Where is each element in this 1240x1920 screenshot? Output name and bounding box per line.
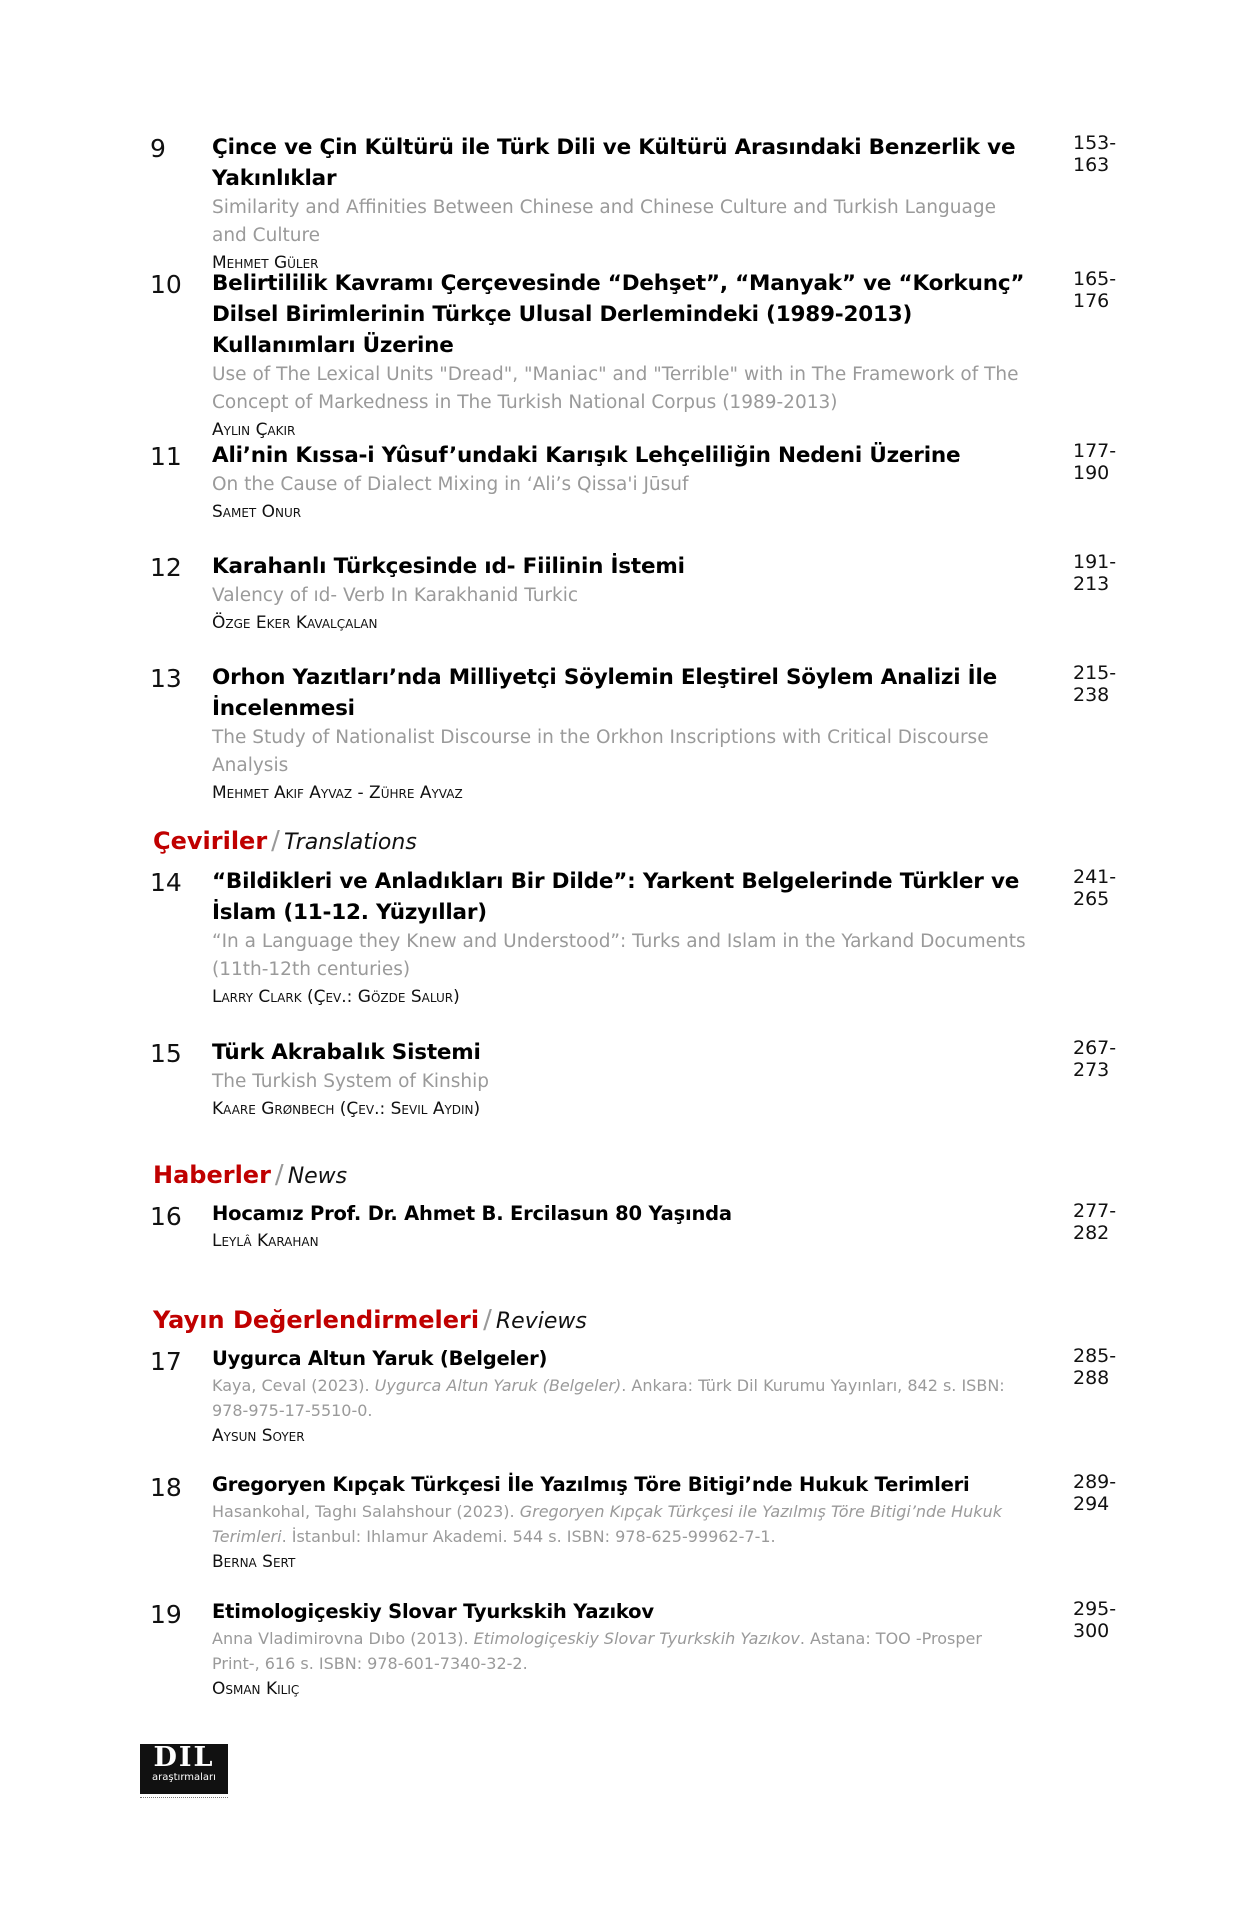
entry-number: 11 xyxy=(150,442,182,471)
entry-pages: 277-282 xyxy=(1073,1200,1117,1244)
citation-authors: Hasankohal, Taghı Salahshour (2023). xyxy=(212,1502,520,1521)
entry-subtitle: Use of The Lexical Units "Dread", "Maniac" and "Terrible" with in The Framework of The Concept of Markedness in The Turkish National Corpus (1989-2013) xyxy=(212,364,1019,413)
entry-pages: 267-273 xyxy=(1073,1037,1117,1081)
entry-pages: 215-238 xyxy=(1073,662,1117,706)
citation-title: Etimologiçeskiy Slovar Tyurkskih Yazıkov xyxy=(473,1629,800,1648)
entry-subtitle: “In a Language they Knew and Understood”: Turks and Islam in the Yarkand Documents (11th-12th centuries) xyxy=(212,931,1026,980)
entry-number: 17 xyxy=(150,1347,182,1376)
section-slash: / xyxy=(483,1305,492,1335)
entry-title[interactable]: Etimologiçeskiy Slovar Tyurkskih Yazıkov xyxy=(212,1600,654,1623)
entry-citation xyxy=(212,1626,1032,1676)
entry-author: Kaare Grønbech (Çev.: Sevil Aydın) xyxy=(212,1099,481,1119)
entry-number: 9 xyxy=(150,134,166,163)
entry-author: Osman Kılıç xyxy=(212,1679,300,1699)
entry-author: Larry Clark (Çev.: Gözde Salur) xyxy=(212,987,460,1007)
entry-number: 14 xyxy=(150,868,182,897)
entry-pages: 241-265 xyxy=(1073,866,1117,910)
entry-subtitle: The Study of Nationalist Discourse in the Orkhon Inscriptions with Critical Discourse Analysis xyxy=(212,727,989,776)
entry-author: Berna Sert xyxy=(212,1552,296,1572)
entry-subtitle: Similarity and Affinities Between Chinese and Chinese Culture and Turkish Language and Culture xyxy=(212,197,996,246)
entry-author: Samet Onur xyxy=(212,502,302,522)
entry-title[interactable]: Belirtililik Kavramı Çerçevesinde “Dehşet”, “Manyak” ve “Korkunç” Dilsel Birimlerinin Türkçe Ulusal Derlemindeki (1989-2013) Kullanımları Üzerine xyxy=(212,271,1025,358)
section-heading-translations xyxy=(153,826,417,856)
entry-number: 19 xyxy=(150,1600,182,1629)
entry-number: 13 xyxy=(150,664,182,693)
entry-title[interactable]: Karahanlı Türkçesinde ıd- Fiilinin İstemi xyxy=(212,554,685,579)
citation-publisher: . İstanbul: Ihlamur Akademi. 544 s. ISBN: 978-625-99962-7-1. xyxy=(281,1527,776,1546)
entry-title[interactable]: Türk Akrabalık Sistemi xyxy=(212,1040,481,1065)
entry-subtitle: The Turkish System of Kinship xyxy=(212,1071,490,1092)
entry-author: Aylin Çakır xyxy=(212,420,296,440)
section-title-tr: Çeviriler xyxy=(153,827,268,855)
citation-title: Uygurca Altun Yaruk (Belgeler) xyxy=(374,1376,622,1395)
citation-publisher: . Ankara: Türk Dil Kurumu Yayınları, 842 s. ISBN: 978-975-17-5510-0. xyxy=(212,1376,1005,1420)
entry-pages: 165-176 xyxy=(1073,268,1117,312)
entry-title[interactable]: “Bildikleri ve Anladıkları Bir Dilde”: Yarkent Belgelerinde Türkler ve İslam (11-12. Yüzyıllar) xyxy=(212,869,1020,925)
entry-title[interactable]: Hocamız Prof. Dr. Ahmet B. Ercilasun 80 Yaşında xyxy=(212,1202,732,1225)
entry-number: 15 xyxy=(150,1039,182,1068)
citation-publisher: . Astana: TOO -Prosper Print-, 616 s. ISBN: 978-601-7340-32-2. xyxy=(212,1629,982,1673)
entry-title[interactable]: Çince ve Çin Kültürü ile Türk Dili ve Kültürü Arasındaki Benzerlik ve Yakınlıklar xyxy=(212,135,1016,191)
entry-number: 18 xyxy=(150,1473,182,1502)
entry-citation xyxy=(212,1373,1032,1423)
citation-title: Gregoryen Kıpçak Türkçesi ile Yazılmış Töre Bitigi’nde Hukuk Terimleri xyxy=(212,1502,1002,1546)
section-slash: / xyxy=(274,1160,284,1190)
entry-author: Özge Eker Kavalçalan xyxy=(212,613,378,633)
entry-title[interactable]: Ali’nin Kıssa-i Yûsuf’undaki Karışık Lehçeliliğin Nedeni Üzerine xyxy=(212,443,961,468)
entry-title[interactable]: Gregoryen Kıpçak Türkçesi İle Yazılmış Töre Bitigi’nde Hukuk Terimleri xyxy=(212,1473,970,1496)
entry-title[interactable]: Uygurca Altun Yaruk (Belgeler) xyxy=(212,1347,548,1370)
journal-logo xyxy=(140,1744,228,1794)
section-heading-news xyxy=(153,1160,347,1190)
entry-author: Aysun Soyer xyxy=(212,1426,305,1446)
entry-number: 16 xyxy=(150,1202,182,1231)
entry-author: Mehmet Akif Ayvaz - Zühre Ayvaz xyxy=(212,783,463,803)
section-heading-reviews xyxy=(153,1305,587,1335)
section-title-tr: Haberler xyxy=(153,1161,271,1189)
section-title-tr: Yayın Değerlendirmeleri xyxy=(153,1306,480,1334)
entry-subtitle: On the Cause of Dialect Mixing in ‘Ali’s Qissa'i Jūsuf xyxy=(212,474,689,495)
entry-author: Mehmet Güler xyxy=(212,253,319,273)
entry-title[interactable]: Orhon Yazıtları’nda Milliyetçi Söylemin Eleştirel Söylem Analizi İle İncelenmesi xyxy=(212,665,997,721)
section-title-en: News xyxy=(287,1164,348,1189)
entry-number: 10 xyxy=(150,270,182,299)
logo-tagline-decoration xyxy=(140,1797,228,1802)
entry-pages: 285-288 xyxy=(1073,1345,1117,1389)
entry-pages: 153-163 xyxy=(1073,132,1117,176)
entry-pages: 177-190 xyxy=(1073,440,1117,484)
entry-author: Leylâ Karahan xyxy=(212,1231,319,1251)
citation-authors: Kaya, Ceval (2023). xyxy=(212,1376,375,1395)
section-slash: / xyxy=(271,826,280,856)
logo-subtitle: araştırmaları xyxy=(152,1772,216,1783)
entry-pages: 295-300 xyxy=(1073,1598,1117,1642)
citation-authors: Anna Vladimirovna Dıbo (2013). xyxy=(212,1629,474,1648)
entry-number: 12 xyxy=(150,553,182,582)
entry-citation xyxy=(212,1499,1032,1549)
section-title-en: Reviews xyxy=(495,1309,587,1334)
entry-subtitle: Valency of ıd- Verb In Karakhanid Turkic xyxy=(212,585,579,606)
section-title-en: Translations xyxy=(283,830,417,855)
entry-pages: 289-294 xyxy=(1073,1471,1117,1515)
logo-wordmark: DİL xyxy=(153,1742,215,1773)
entry-pages: 191-213 xyxy=(1073,551,1117,595)
